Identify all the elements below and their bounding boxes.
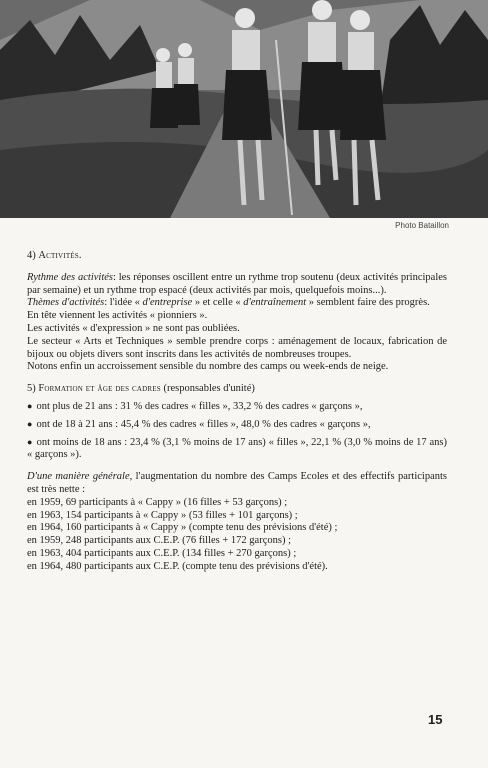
participants-line: en 1959, 69 participants à « Cappy » (16 filles + 53 garçons) ; bbox=[27, 496, 288, 508]
themes-paragraph: Thèmes d'activités: l'idée « d'entreprise » et celle « d'entraînement » semblent faire des progrès. bbox=[27, 297, 430, 309]
expression-line: Les activités « d'expression » ne sont pas oubliées. bbox=[27, 322, 240, 334]
camps-paragraph: Notons enfin un accroissement sensible du nombre des camps ou week-ends de neige. bbox=[27, 361, 389, 373]
section-5-heading: 5) Formation et âge des cadres (responsables d'unité) bbox=[27, 383, 255, 395]
participants-line: en 1963, 154 participants à « Cappy » (53 filles + 101 garçons) ; bbox=[27, 509, 298, 521]
pionniers-line: En tête viennent les activités « pionniers ». bbox=[27, 310, 208, 322]
bullet-icon: ● bbox=[27, 418, 33, 429]
section-4-heading: 4) Activités. bbox=[27, 250, 82, 261]
arts-paragraph: Le secteur « Arts et Techniques » semble prendre corps : aménagement de locaux, fabrication de bijoux ou objets divers sont inscrits dans les activités de nombreuses troupes. bbox=[27, 335, 447, 360]
participants-line: en 1959, 248 participants aux C.E.P. (76 filles + 172 garçons) ; bbox=[27, 535, 292, 547]
body-text bbox=[27, 250, 447, 574]
page-number: 15 bbox=[428, 712, 443, 727]
general-paragraph: D'une manière générale, l'augmentation du nombre des Camps Ecoles et des effectifs participants est très nette : bbox=[27, 471, 447, 495]
participants-line: en 1964, 480 participants aux C.E.P. (compte tenu des prévisions d'été). bbox=[27, 560, 328, 572]
bullet-item: ● ont moins de 18 ans : 23,4 % (3,1 % moins de 17 ans) « filles », 22,1 % (3,0 % moins de 17 ans) « garçons »). bbox=[27, 436, 447, 461]
bullet-item: ● ont de 18 à 21 ans : 45,4 % des cadres « filles », 48,0 % des cadres « garçons », bbox=[27, 418, 371, 430]
rythme-paragraph: Rythme des activités: les réponses oscillent entre un rythme trop soutenu (deux activités principales par semaine) et un rythme trop espacé (deux activités par mois, quelquefois moins...). bbox=[27, 271, 447, 296]
participants-line: en 1964, 160 participants à « Cappy » (compte tenu des prévisions d'été) ; bbox=[27, 522, 338, 534]
participants-line: en 1963, 404 participants aux C.E.P. (134 filles + 270 garçons) ; bbox=[27, 547, 297, 559]
hiking-girls-photo bbox=[0, 0, 488, 218]
photo-credit: Photo Bataillon bbox=[395, 221, 449, 230]
bullet-icon: ● bbox=[27, 400, 33, 411]
bullet-item: ● ont plus de 21 ans : 31 % des cadres « filles », 33,2 % des cadres « garçons », bbox=[27, 400, 363, 412]
bullet-icon: ● bbox=[27, 436, 33, 447]
photo-illustration bbox=[0, 0, 488, 218]
